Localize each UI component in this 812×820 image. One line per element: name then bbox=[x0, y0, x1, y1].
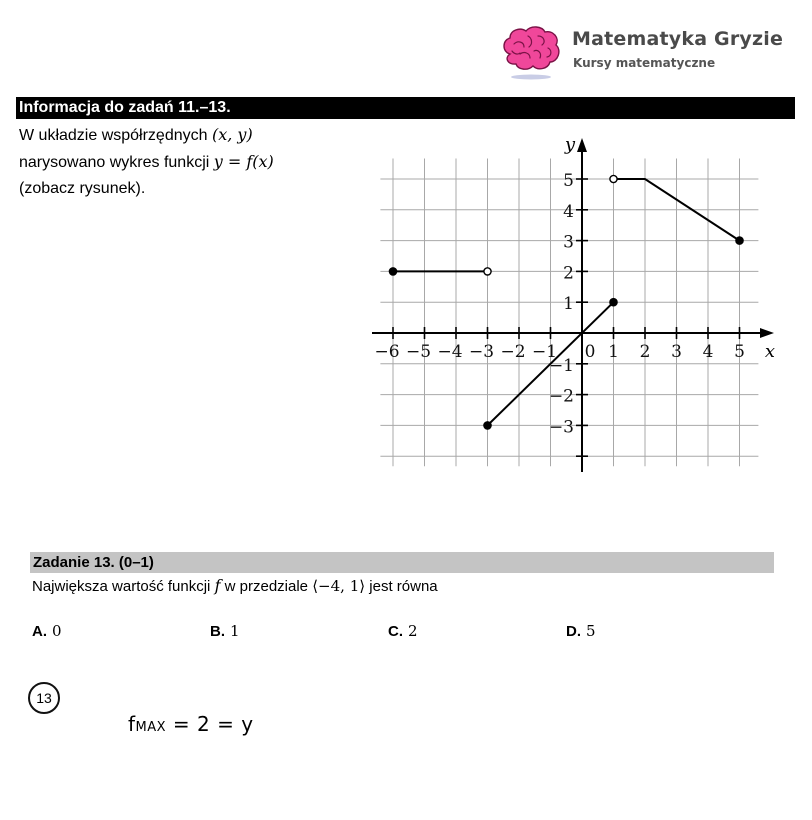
svg-text:5: 5 bbox=[563, 171, 574, 191]
logo-title: Matematyka Gryzie bbox=[572, 28, 784, 50]
logo-subtitle: Kursy matematyczne bbox=[573, 56, 716, 70]
svg-text:0: 0 bbox=[584, 342, 596, 362]
coords-math: (x, y) bbox=[211, 125, 253, 144]
tick-labels bbox=[374, 134, 775, 437]
svg-text:2: 2 bbox=[639, 342, 651, 362]
answer-options bbox=[32, 622, 752, 646]
answer-d[interactable]: D. 5 bbox=[566, 622, 596, 640]
function-math: y = f(x) bbox=[213, 152, 274, 171]
answer-a[interactable]: A. 0 bbox=[32, 622, 62, 640]
svg-text:4: 4 bbox=[563, 201, 574, 222]
svg-text:4: 4 bbox=[702, 342, 714, 362]
svg-text:−3: −3 bbox=[468, 342, 495, 362]
svg-text:−5: −5 bbox=[405, 342, 432, 362]
svg-text:3: 3 bbox=[563, 232, 574, 253]
handwritten-answer: fMAX = 2 = y bbox=[128, 712, 254, 736]
svg-text:y: y bbox=[564, 134, 576, 155]
info-line-1: W układzie współrzędnych (x, y) bbox=[19, 125, 253, 144]
svg-text:1: 1 bbox=[608, 342, 619, 362]
svg-text:−6: −6 bbox=[374, 342, 400, 362]
svg-text:−2: −2 bbox=[548, 386, 574, 407]
handwritten-task-number: 13 bbox=[28, 682, 60, 714]
answer-c[interactable]: C. 2 bbox=[388, 622, 418, 640]
info-line-2: narysowano wykres funkcji y = f(x) bbox=[19, 152, 274, 171]
info-header: Informacja do zadań 11.–13. bbox=[16, 97, 795, 119]
info-line-3: (zobacz rysunek). bbox=[19, 180, 146, 197]
interval-math: ⟨−4, 1⟩ bbox=[312, 577, 366, 595]
svg-text:3: 3 bbox=[671, 342, 682, 362]
svg-text:−3: −3 bbox=[548, 417, 574, 438]
svg-text:−1: −1 bbox=[531, 342, 558, 362]
task-question: Największa wartość funkcji f w przedziale ⟨−4, 1⟩ jest równa bbox=[32, 576, 438, 595]
svg-text:1: 1 bbox=[563, 294, 574, 315]
svg-text:−4: −4 bbox=[437, 342, 463, 362]
svg-text:−1: −1 bbox=[548, 355, 574, 376]
task-header: Zadanie 13. (0–1) bbox=[30, 552, 774, 573]
svg-text:5: 5 bbox=[734, 342, 745, 362]
svg-text:2: 2 bbox=[563, 263, 574, 284]
svg-text:x: x bbox=[764, 341, 776, 362]
svg-text:−2: −2 bbox=[500, 342, 526, 362]
answer-b[interactable]: B. 1 bbox=[210, 622, 240, 640]
